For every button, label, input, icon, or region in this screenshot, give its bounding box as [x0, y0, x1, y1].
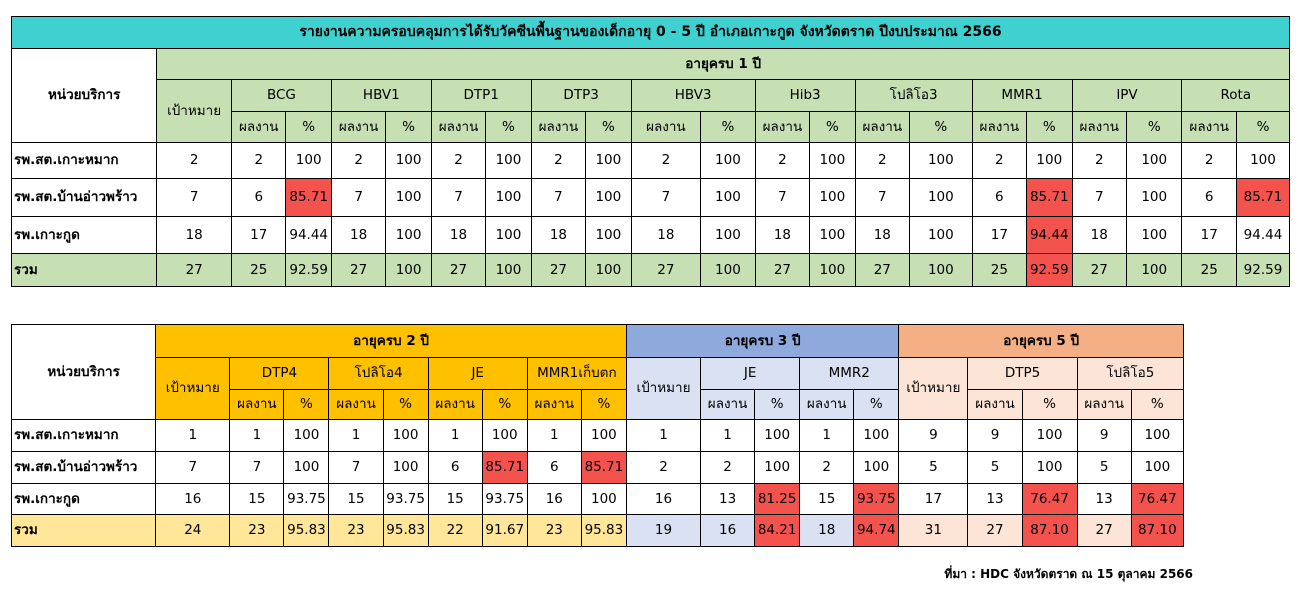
result-value: 1 — [230, 420, 284, 452]
result-value: 27 — [431, 254, 485, 287]
percent-value: 100 — [586, 254, 631, 287]
result-subheader: ผลงาน — [230, 390, 284, 420]
vaccine-header: โปลิโอ5 — [1077, 358, 1183, 390]
unit-name: รวม — [12, 254, 157, 287]
unit-header: หน่วยบริการ — [12, 325, 156, 420]
percent-subheader: % — [701, 112, 755, 143]
result-value: 7 — [230, 452, 284, 484]
vaccine-header: DTP5 — [968, 358, 1077, 390]
report-title: รายงานความครอบคลุมการได้รับวัคซีนพื้นฐานของเด็กอายุ 0 - 5 ปี อำเภอเกาะกูด จังหวัดตราด ปีงบประมาณ 2566 — [12, 17, 1290, 49]
age2-target-value: 16 — [156, 484, 230, 515]
result-value: 2 — [855, 143, 909, 179]
result-subheader: ผลงาน — [755, 112, 809, 143]
age2-group-header: อายุครบ 2 ปี — [156, 325, 627, 358]
vaccine-header: MMR1 — [972, 80, 1072, 112]
result-value: 15 — [800, 484, 854, 515]
vaccine-header: JE — [428, 358, 527, 390]
age3-target-value: 16 — [626, 484, 700, 515]
result-value: 1 — [800, 420, 854, 452]
percent-subheader: % — [284, 390, 329, 420]
percent-value: 94.44 — [1236, 217, 1289, 254]
age2-target-value: 7 — [156, 452, 230, 484]
percent-value: 100 — [701, 217, 755, 254]
age3-target-value: 19 — [626, 515, 700, 547]
percent-value: 100 — [586, 217, 631, 254]
percent-subheader: % — [386, 112, 431, 143]
percent-value: 100 — [1131, 452, 1183, 484]
result-value: 27 — [531, 254, 585, 287]
result-value: 18 — [855, 217, 909, 254]
result-subheader: ผลงาน — [800, 390, 854, 420]
result-value: 7 — [631, 179, 701, 217]
unit-name: รพ.เกาะกูด — [12, 217, 157, 254]
result-value: 16 — [527, 484, 581, 515]
percent-value: 100 — [486, 179, 531, 217]
percent-subheader: % — [581, 390, 626, 420]
result-value: 15 — [230, 484, 284, 515]
vaccine-header: HBV1 — [331, 80, 431, 112]
percent-value: 100 — [910, 254, 973, 287]
result-value: 18 — [331, 217, 385, 254]
data-source-note: ที่มา : HDC จังหวัดตราด ณ 15 ตุลาคม 2566 — [944, 567, 1193, 581]
result-subheader: ผลงาน — [531, 112, 585, 143]
result-value: 27 — [331, 254, 385, 287]
age-group-header: อายุครบ 1 ปี — [157, 49, 1290, 80]
vaccine-header: DTP3 — [531, 80, 631, 112]
percent-value: 100 — [854, 420, 899, 452]
percent-value: 100 — [701, 179, 755, 217]
percent-value: 84.21 — [755, 515, 800, 547]
result-value: 7 — [531, 179, 585, 217]
percent-value: 100 — [701, 143, 755, 179]
result-value: 1 — [329, 420, 383, 452]
result-value: 2 — [755, 143, 809, 179]
result-value: 23 — [329, 515, 383, 547]
percent-value: 92.59 — [286, 254, 331, 287]
unit-name: รพ.สต.เกาะหมาก — [12, 420, 156, 452]
result-value: 2 — [331, 143, 385, 179]
result-value: 2 — [531, 143, 585, 179]
unit-header: หน่วยบริการ — [12, 49, 157, 143]
percent-value: 93.75 — [854, 484, 899, 515]
result-value: 6 — [428, 452, 482, 484]
vaccine-header: MMR1เก็บตก — [527, 358, 626, 390]
result-subheader: ผลงาน — [855, 112, 909, 143]
table-row — [12, 452, 1184, 484]
percent-value: 100 — [755, 452, 800, 484]
result-value: 25 — [1182, 254, 1236, 287]
result-value: 9 — [968, 420, 1022, 452]
result-value: 1 — [527, 420, 581, 452]
percent-value: 94.74 — [854, 515, 899, 547]
result-value: 25 — [232, 254, 286, 287]
target-value: 2 — [157, 143, 232, 179]
vaccine-header: JE — [701, 358, 800, 390]
vaccine-header: DTP1 — [431, 80, 531, 112]
result-subheader: ผลงาน — [1072, 112, 1126, 143]
result-value: 15 — [428, 484, 482, 515]
age2-target-value: 24 — [156, 515, 230, 547]
percent-subheader: % — [286, 112, 331, 143]
percent-value: 100 — [386, 179, 431, 217]
result-subheader: ผลงาน — [329, 390, 383, 420]
result-value: 1 — [701, 420, 755, 452]
percent-value: 93.75 — [284, 484, 329, 515]
age5-target-value: 31 — [899, 515, 968, 547]
percent-value: 100 — [586, 179, 631, 217]
result-value: 25 — [972, 254, 1026, 287]
percent-value: 100 — [586, 143, 631, 179]
percent-value: 85.71 — [1236, 179, 1289, 217]
percent-value: 100 — [386, 217, 431, 254]
percent-value: 100 — [581, 484, 626, 515]
unit-name: รพ.สต.บ้านอ่าวพร้าว — [12, 452, 156, 484]
result-value: 18 — [431, 217, 485, 254]
unit-name: รพ.สต.บ้านอ่าวพร้าว — [12, 179, 157, 217]
result-subheader: ผลงาน — [701, 390, 755, 420]
result-value: 2 — [800, 452, 854, 484]
result-value: 1 — [428, 420, 482, 452]
target-header: เป้าหมาย — [157, 80, 232, 143]
result-subheader: ผลงาน — [331, 112, 385, 143]
result-value: 22 — [428, 515, 482, 547]
total-row — [12, 515, 1184, 547]
result-value: 7 — [431, 179, 485, 217]
percent-value: 100 — [1022, 420, 1077, 452]
vaccine-header: IPV — [1072, 80, 1182, 112]
percent-value: 100 — [486, 254, 531, 287]
age5-target-value: 5 — [899, 452, 968, 484]
percent-value: 85.71 — [286, 179, 331, 217]
percent-value: 100 — [284, 420, 329, 452]
target-value: 18 — [157, 217, 232, 254]
result-subheader: ผลงาน — [972, 112, 1026, 143]
result-value: 18 — [631, 217, 701, 254]
percent-value: 100 — [1126, 254, 1182, 287]
percent-value: 85.71 — [581, 452, 626, 484]
percent-value: 76.47 — [1131, 484, 1183, 515]
vaccine-header: DTP4 — [230, 358, 329, 390]
result-value: 2 — [701, 452, 755, 484]
result-subheader: ผลงาน — [631, 112, 701, 143]
result-value: 6 — [972, 179, 1026, 217]
result-value: 16 — [701, 515, 755, 547]
result-value: 13 — [1077, 484, 1131, 515]
percent-value: 100 — [386, 143, 431, 179]
result-subheader: ผลงาน — [428, 390, 482, 420]
result-value: 2 — [232, 143, 286, 179]
percent-value: 100 — [910, 217, 973, 254]
percent-subheader: % — [1126, 112, 1182, 143]
result-value: 13 — [968, 484, 1022, 515]
age5-target-header: เป้าหมาย — [899, 358, 968, 420]
percent-value: 85.71 — [482, 452, 527, 484]
result-value: 2 — [631, 143, 701, 179]
age5-target-value: 17 — [899, 484, 968, 515]
result-value: 27 — [855, 254, 909, 287]
coverage-table-age2-3-5 — [11, 324, 1184, 547]
percent-value: 100 — [1022, 452, 1077, 484]
percent-value: 100 — [755, 420, 800, 452]
vaccine-header: HBV3 — [631, 80, 755, 112]
percent-value: 95.83 — [383, 515, 428, 547]
result-value: 17 — [1182, 217, 1236, 254]
percent-value: 100 — [810, 254, 855, 287]
percent-value: 100 — [1126, 179, 1182, 217]
percent-value: 100 — [383, 452, 428, 484]
percent-value: 81.25 — [755, 484, 800, 515]
percent-value: 100 — [1126, 143, 1182, 179]
result-value: 23 — [527, 515, 581, 547]
percent-value: 93.75 — [383, 484, 428, 515]
result-value: 27 — [1072, 254, 1126, 287]
percent-value: 94.44 — [286, 217, 331, 254]
result-value: 2 — [972, 143, 1026, 179]
percent-value: 100 — [486, 217, 531, 254]
result-value: 17 — [972, 217, 1026, 254]
result-value: 7 — [855, 179, 909, 217]
percent-subheader: % — [755, 390, 800, 420]
result-subheader: ผลงาน — [1182, 112, 1236, 143]
percent-value: 100 — [701, 254, 755, 287]
percent-subheader: % — [1131, 390, 1183, 420]
percent-value: 91.67 — [482, 515, 527, 547]
percent-subheader: % — [586, 112, 631, 143]
percent-value: 100 — [1027, 143, 1072, 179]
percent-value: 100 — [910, 143, 973, 179]
result-value: 2 — [431, 143, 485, 179]
percent-value: 95.83 — [581, 515, 626, 547]
result-value: 18 — [755, 217, 809, 254]
result-value: 9 — [1077, 420, 1131, 452]
result-value: 7 — [331, 179, 385, 217]
unit-name: รพ.เกาะกูด — [12, 484, 156, 515]
vaccine-header: MMR2 — [800, 358, 899, 390]
percent-value: 94.44 — [1027, 217, 1072, 254]
percent-value: 100 — [284, 452, 329, 484]
percent-value: 100 — [482, 420, 527, 452]
percent-subheader: % — [910, 112, 973, 143]
age3-group-header: อายุครบ 3 ปี — [626, 325, 898, 358]
percent-value: 87.10 — [1022, 515, 1077, 547]
table-row — [12, 179, 1290, 217]
result-value: 2 — [1182, 143, 1236, 179]
result-value: 23 — [230, 515, 284, 547]
table-row — [12, 143, 1290, 179]
age3-target-header: เป้าหมาย — [626, 358, 700, 420]
result-value: 6 — [1182, 179, 1236, 217]
percent-value: 100 — [286, 143, 331, 179]
percent-value: 92.59 — [1236, 254, 1289, 287]
percent-value: 100 — [486, 143, 531, 179]
result-value: 7 — [1072, 179, 1126, 217]
table-row — [12, 484, 1184, 515]
percent-value: 92.59 — [1027, 254, 1072, 287]
vaccine-header: โปลิโอ4 — [329, 358, 428, 390]
result-value: 15 — [329, 484, 383, 515]
percent-value: 76.47 — [1022, 484, 1077, 515]
percent-subheader: % — [854, 390, 899, 420]
result-subheader: ผลงาน — [431, 112, 485, 143]
vaccine-header: โปลิโอ3 — [855, 80, 972, 112]
table-row — [12, 217, 1290, 254]
age3-target-value: 1 — [626, 420, 700, 452]
percent-subheader: % — [810, 112, 855, 143]
result-value: 5 — [1077, 452, 1131, 484]
table-row — [12, 420, 1184, 452]
total-row — [12, 254, 1290, 287]
percent-value: 100 — [1131, 420, 1183, 452]
vaccine-header: Hib3 — [755, 80, 855, 112]
percent-value: 87.10 — [1131, 515, 1183, 547]
result-value: 7 — [329, 452, 383, 484]
coverage-table-age1 — [11, 16, 1290, 287]
result-value: 2 — [1072, 143, 1126, 179]
percent-subheader: % — [1027, 112, 1072, 143]
age3-target-value: 2 — [626, 452, 700, 484]
result-value: 6 — [527, 452, 581, 484]
vaccine-header: BCG — [232, 80, 332, 112]
age5-group-header: อายุครบ 5 ปี — [899, 325, 1184, 358]
result-value: 18 — [531, 217, 585, 254]
result-value: 27 — [631, 254, 701, 287]
percent-subheader: % — [1236, 112, 1289, 143]
percent-value: 100 — [383, 420, 428, 452]
target-value: 7 — [157, 179, 232, 217]
percent-subheader: % — [383, 390, 428, 420]
percent-value: 95.83 — [284, 515, 329, 547]
result-value: 7 — [755, 179, 809, 217]
unit-name: รพ.สต.เกาะหมาก — [12, 143, 157, 179]
percent-value: 100 — [854, 452, 899, 484]
percent-value: 100 — [810, 143, 855, 179]
percent-value: 100 — [386, 254, 431, 287]
percent-value: 100 — [810, 179, 855, 217]
age2-target-value: 1 — [156, 420, 230, 452]
age2-target-header: เป้าหมาย — [156, 358, 230, 420]
result-value: 27 — [968, 515, 1022, 547]
result-value: 17 — [232, 217, 286, 254]
percent-value: 100 — [910, 179, 973, 217]
percent-value: 85.71 — [1027, 179, 1072, 217]
percent-subheader: % — [486, 112, 531, 143]
result-value: 27 — [755, 254, 809, 287]
result-subheader: ผลงาน — [968, 390, 1022, 420]
result-value: 18 — [1072, 217, 1126, 254]
result-subheader: ผลงาน — [527, 390, 581, 420]
vaccine-header: Rota — [1182, 80, 1290, 112]
unit-name: รวม — [12, 515, 156, 547]
result-subheader: ผลงาน — [1077, 390, 1131, 420]
result-value: 6 — [232, 179, 286, 217]
result-subheader: ผลงาน — [232, 112, 286, 143]
target-value: 27 — [157, 254, 232, 287]
percent-value: 100 — [810, 217, 855, 254]
percent-value: 100 — [1126, 217, 1182, 254]
percent-value: 100 — [581, 420, 626, 452]
percent-value: 93.75 — [482, 484, 527, 515]
result-value: 18 — [800, 515, 854, 547]
percent-subheader: % — [482, 390, 527, 420]
result-value: 5 — [968, 452, 1022, 484]
percent-subheader: % — [1022, 390, 1077, 420]
result-value: 13 — [701, 484, 755, 515]
age5-target-value: 9 — [899, 420, 968, 452]
result-value: 27 — [1077, 515, 1131, 547]
percent-value: 100 — [1236, 143, 1289, 179]
